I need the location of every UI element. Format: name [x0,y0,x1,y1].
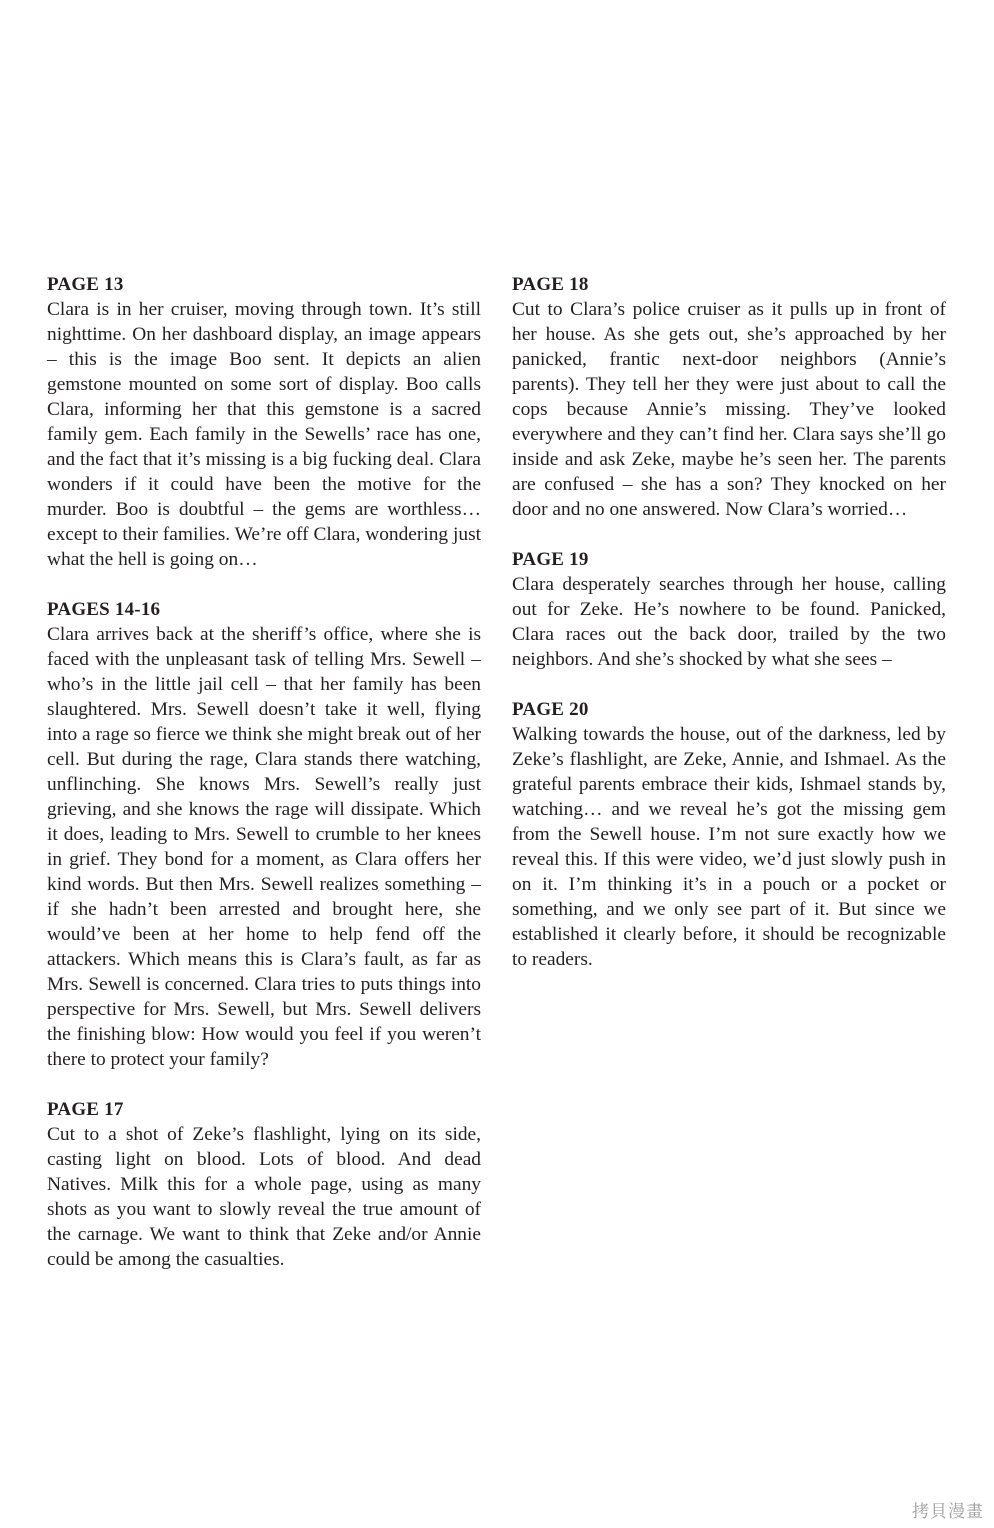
right-column [512,272,946,997]
script-section-page-19 [512,547,946,672]
section-heading: PAGE 19 [512,549,589,570]
script-section-page-20 [512,697,946,972]
section-heading: PAGE 13 [47,274,124,295]
section-body: Clara is in her cruiser, moving through town. It’s still nighttime. On her dashboard display, an image appears – this is the image Boo sent. It depicts an alien gemstone mounted on some sort of display. Boo calls Clara, informing her that this gemstone is a sacred family gem. Each family in the Sewells’ race has one, and the fact that it’s missing is a big fucking deal. Clara wonders if it could have been the motive for the murder. Boo is doubtful – the gems are worthless… except to their families. We’re off Clara, wondering just what the hell is going on… [47,299,481,570]
left-column [47,272,481,1297]
section-body: Cut to Clara’s police cruiser as it pulls up in front of her house. As she gets out, she’s approached by her panicked, frantic next-door neighbors (Annie’s parents). They tell her they were just about to call the cops because Annie’s missing. They’ve looked everywhere and they can’t find her. Clara says she’ll go inside and ask Zeke, maybe he’s seen her. The parents are confused – she has a son? They knocked on her door and no one answered. Now Clara’s worried… [512,299,946,520]
section-heading: PAGE 18 [512,274,589,295]
section-heading: PAGES 14-16 [47,599,161,620]
section-body: Clara desperately searches through her house, calling out for Zeke. He’s nowhere to be found. Panicked, Clara races out the back door, trailed by the two neighbors. And she’s shocked by what she sees – [512,574,946,670]
section-body: Cut to a shot of Zeke’s flashlight, lying on its side, casting light on blood. Lots of blood. And dead Natives. Milk this for a whole page, using as many shots as you want to slowly reveal the true amount of the carnage. We want to think that Zeke and/or Annie could be among the casualties. [47,1124,481,1270]
section-heading: PAGE 20 [512,699,589,720]
section-body: Walking towards the house, out of the darkness, led by Zeke’s flashlight, are Zeke, Annie, and Ishmael. As the grateful parents embrace their kids, Ishmael stands by, watching… and we reveal he’s got the missing gem from the Sewell house. I’m not sure exactly how we reveal this. If this were video, we’d just slowly push in on it. I’m thinking it’s in a pouch or a pocket or something, and we only see part of it. But since we established it clearly before, it should be recognizable to readers. [512,724,946,970]
section-heading: PAGE 17 [47,1099,124,1120]
watermark: 拷貝漫畫 [912,1502,984,1522]
script-section-pages-14-16 [47,597,481,1072]
script-section-page-13 [47,272,481,572]
script-section-page-17 [47,1097,481,1272]
section-body: Clara arrives back at the sheriff’s office, where she is faced with the unpleasant task of telling Mrs. Sewell – who’s in the little jail cell – that her family has been slaughtered. Mrs. Sewell doesn’t take it well, flying into a rage so fierce we think she might break out of her cell. But during the rage, Clara stands there watching, unflinching. She knows Mrs. Sewell’s really just grieving, and she knows the rage will dissipate. Which it does, leading to Mrs. Sewell to crumble to her knees in grief. They bond for a moment, as Clara offers her kind words. But then Mrs. Sewell realizes something – if she hadn’t been arrested and brought here, she would’ve been at her home to help fend off the attackers. Which means this is Clara’s fault, as far as Mrs. Sewell is concerned. Clara tries to puts things into perspective for Mrs. Sewell, but Mrs. Sewell delivers the finishing blow: How would you feel if you weren’t there to protect your family? [47,624,481,1070]
script-section-page-18 [512,272,946,522]
